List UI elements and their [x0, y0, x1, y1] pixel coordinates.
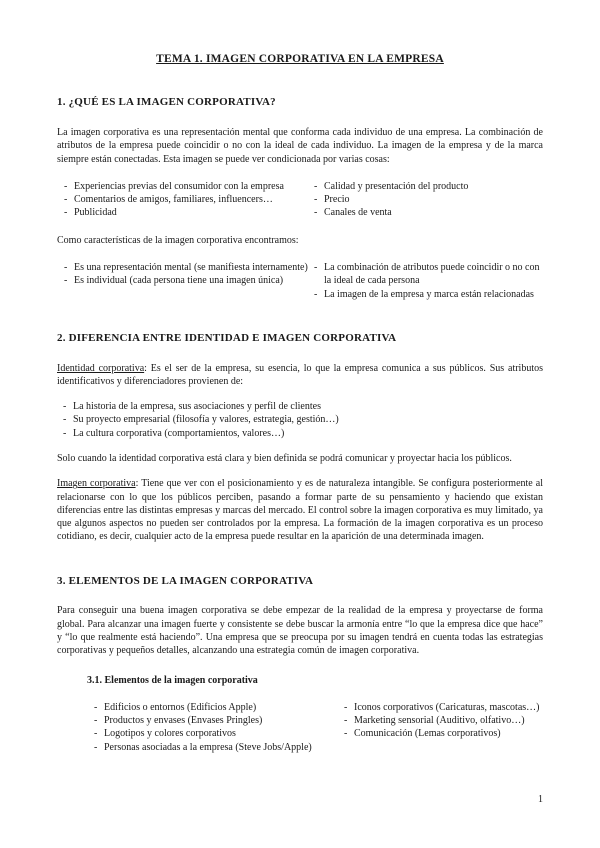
list-item: - Publicidad [63, 206, 313, 219]
list-item: - Iconos corporativos (Caricaturas, mascotas…) [343, 701, 543, 714]
image-text: : Tiene que ver con el posicionamiento y es de naturaleza intangible. Se configura posteriormente al relacionarse con lo que los públicos perciben, pasando a formar parte de su pensamiento y haciendo que existan diferencias entre las distintas empresas y marcas del mercado. El control sobre la imagen corporativa es muy limitado, ya que algunos aspectos no pueden ser controlados por la empresa. La formación de la imagen corporativa es un proceso cotidiano, es decir, cualquier acto de la empresa puede resultar en la aparición de una determinada imagen. [57, 478, 543, 543]
elements-right-column [343, 701, 543, 754]
characteristics-left-column [63, 261, 313, 301]
list-item: - Experiencias previas del consumidor con la empresa [63, 180, 313, 193]
identity-sources-list [62, 400, 543, 440]
section-1-heading: 1. ¿QUÉ ES LA IMAGEN CORPORATIVA? [57, 96, 276, 109]
identity-paragraph [57, 362, 543, 389]
list-item: - Es individual (cada persona tiene una imagen única) [63, 274, 313, 287]
list-item: - Comentarios de amigos, familiares, influencers… [63, 193, 313, 206]
list-item: - Edificios o entornos (Edificios Apple) [93, 701, 343, 714]
identity-note-paragraph: Solo cuando la identidad corporativa está clara y bien definida se podrá comunicar y proyectar hacia los públicos. [57, 452, 512, 464]
list-item: - Precio [313, 193, 543, 206]
section-3-1-subheading: 3.1. Elementos de la imagen corporativa [87, 674, 258, 686]
elements-two-column-list [93, 701, 543, 754]
page-number: 1 [538, 793, 543, 805]
list-item: - Comunicación (Lemas corporativos) [343, 727, 543, 740]
list-item: - Su proyecto empresarial (filosofía y valores, estrategia, gestión…) [62, 413, 543, 426]
identity-text: : Es el ser de la empresa, su esencia, lo que la empresa comunica a sus públicos. Sus atributos identificativos y diferenciadores provienen de: [57, 362, 544, 387]
section-3-heading: 3. ELEMENTOS DE LA IMAGEN CORPORATIVA [57, 574, 314, 587]
list-item: - La imagen de la empresa y marca están relacionadas [313, 288, 543, 301]
section-1-intro-paragraph: La imagen corporativa es una representación mental que conforma cada individuo de una empresa. La combinación de atributos de la empresa puede coincidir o no con la ideal de cada individuo. La imagen de la empresa y de la marca siempre están conectadas. Esta imagen se puede ver condicionada por varias cosas: [57, 126, 543, 165]
section-2-heading: 2. DIFERENCIA ENTRE IDENTIDAD E IMAGEN CORPORATIVA [57, 331, 397, 344]
characteristics-right-column [313, 261, 543, 301]
list-item: - Calidad y presentación del producto [313, 180, 543, 193]
list-item: - Canales de venta [313, 206, 543, 219]
list-item: - Productos y envases (Envases Pringles) [93, 714, 343, 727]
elements-left-column [93, 701, 343, 754]
image-term: Imagen corporativa [57, 478, 136, 490]
section-3 [57, 574, 543, 754]
identity-term: Identidad corporativa [57, 362, 145, 374]
list-item: - La combinación de atributos puede coincidir o no con la ideal de cada persona [313, 261, 543, 288]
list-item: - La cultura corporativa (comportamientos, valores…) [62, 427, 543, 440]
image-paragraph [57, 477, 543, 543]
conditions-right-column [313, 180, 543, 220]
characteristics-two-column-list [63, 261, 543, 301]
page-title: TEMA 1. IMAGEN CORPORATIVA EN LA EMPRESA [156, 53, 444, 65]
section-3-intro-paragraph: Para conseguir una buena imagen corporativa se debe empezar de la realidad de la empresa y proyectarse de forma global. Para alcanzar una imagen fuerte y consistente se debe buscar la armonía entre “lo que la empresa dice que hace” y “lo que realmente está haciendo”. Una empresa que se preocupa por su imagen tendrá en cuenta todas las estrategias corporativas y pequeños detalles, alcanzando una estrategia común de imagen corporativa. [57, 605, 543, 657]
list-item: - La historia de la empresa, sus asociaciones y perfil de clientes [62, 400, 543, 413]
conditions-two-column-list [63, 180, 543, 220]
conditions-left-column [63, 180, 313, 220]
list-item: - Marketing sensorial (Auditivo, olfativo…) [343, 714, 543, 727]
characteristics-lead-paragraph: Como características de la imagen corporativa encontramos: [57, 234, 299, 246]
list-item: - Es una representación mental (se manifiesta internamente) [63, 261, 313, 274]
section-1 [57, 95, 543, 301]
section-2 [57, 331, 543, 544]
list-item: - Personas asociadas a la empresa (Steve Jobs/Apple) [93, 741, 343, 754]
list-item: - Logotipos y colores corporativos [93, 727, 343, 740]
